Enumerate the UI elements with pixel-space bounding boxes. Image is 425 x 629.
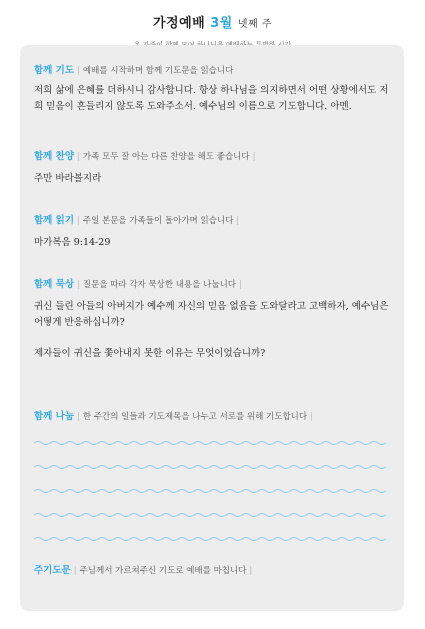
section-prayer [34, 65, 390, 115]
section-sharing-header: 함께 나눔 | 한 주간의 일들과 기도제목을 나누고 서로를 위해 기도합니다 | [34, 411, 313, 422]
section-sharing [34, 411, 390, 423]
section-heading: 주기도문 [34, 565, 71, 576]
page-title [0, 12, 425, 31]
meditation-question-1: 귀신 들린 아들의 아버지가 예수께 자신의 믿음 없음을 도와달라고 고백하자, 예수님은 어떻게 반응하십니까? [34, 301, 389, 328]
writing-line[interactable] [34, 510, 390, 520]
writing-line[interactable] [34, 462, 390, 472]
prayer-text: 저희 삶에 은혜를 더하시니 감사합니다. 항상 하나님을 의지하면서 어떤 상황에서도 저희 믿음이 흔들리지 않도록 도와주소서. 예수님의 이름으로 기도합니다. 아멘. [34, 85, 389, 112]
section-desc: 예배를 시작하며 함께 기도문을 읽습니다 [82, 66, 234, 76]
section-heading: 함께 기도 [34, 65, 75, 76]
section-desc: 주님께서 가르쳐주신 기도로 예배를 마칩니다 [79, 566, 247, 576]
section-desc: 한 주간의 일들과 기도제목을 나누고 서로를 위해 기도합니다 [82, 412, 308, 422]
worship-card [20, 45, 404, 611]
sharing-writing-lines [34, 438, 390, 544]
section-desc: 가족 모두 잘 아는 다른 찬양을 해도 좋습니다 [82, 152, 250, 162]
writing-line[interactable] [34, 534, 390, 544]
writing-line[interactable] [34, 486, 390, 496]
section-prayer-header: 함께 기도 | 예배를 시작하며 함께 기도문을 읽습니다 [34, 65, 234, 76]
title-week: 넷째 주 [237, 19, 273, 30]
section-desc: 주일 본문을 가족들이 돌아가며 읽습니다 [82, 216, 234, 226]
section-heading: 함께 묵상 [34, 279, 75, 290]
reading-text: 마가복음 9:14-29 [34, 237, 111, 248]
section-meditation-header: 함께 묵상 | 질문을 따라 각자 묵상한 내용을 나눕니다 | [34, 279, 242, 290]
section-heading: 함께 읽기 [34, 215, 75, 226]
section-meditation [34, 279, 390, 362]
writing-line[interactable] [34, 438, 390, 448]
section-heading: 함께 찬양 [34, 151, 75, 162]
section-heading: 함께 나눔 [34, 411, 75, 422]
praise-text: 주만 바라볼지라 [34, 173, 102, 184]
section-desc: 질문을 따라 각자 묵상한 내용을 나눕니다 [82, 280, 236, 290]
title-month: 3월 [210, 16, 233, 31]
title-main: 가정예배 [152, 16, 206, 31]
header [0, 0, 425, 50]
section-lords-prayer [34, 565, 390, 577]
section-reading [34, 215, 390, 251]
section-praise-header: 함께 찬양 | 가족 모두 잘 아는 다른 찬양을 해도 좋습니다 | [34, 151, 256, 162]
section-reading-header: 함께 읽기 | 주일 본문을 가족들이 돌아가며 읽습니다 | [34, 215, 240, 226]
meditation-question-2: 제자들이 귀신을 쫓아내지 못한 이유는 무엇이었습니까? [34, 348, 266, 359]
section-praise [34, 151, 390, 187]
section-lords-prayer-header: 주기도문 | 주님께서 가르쳐주신 기도로 예배를 마칩니다 | [34, 565, 253, 576]
